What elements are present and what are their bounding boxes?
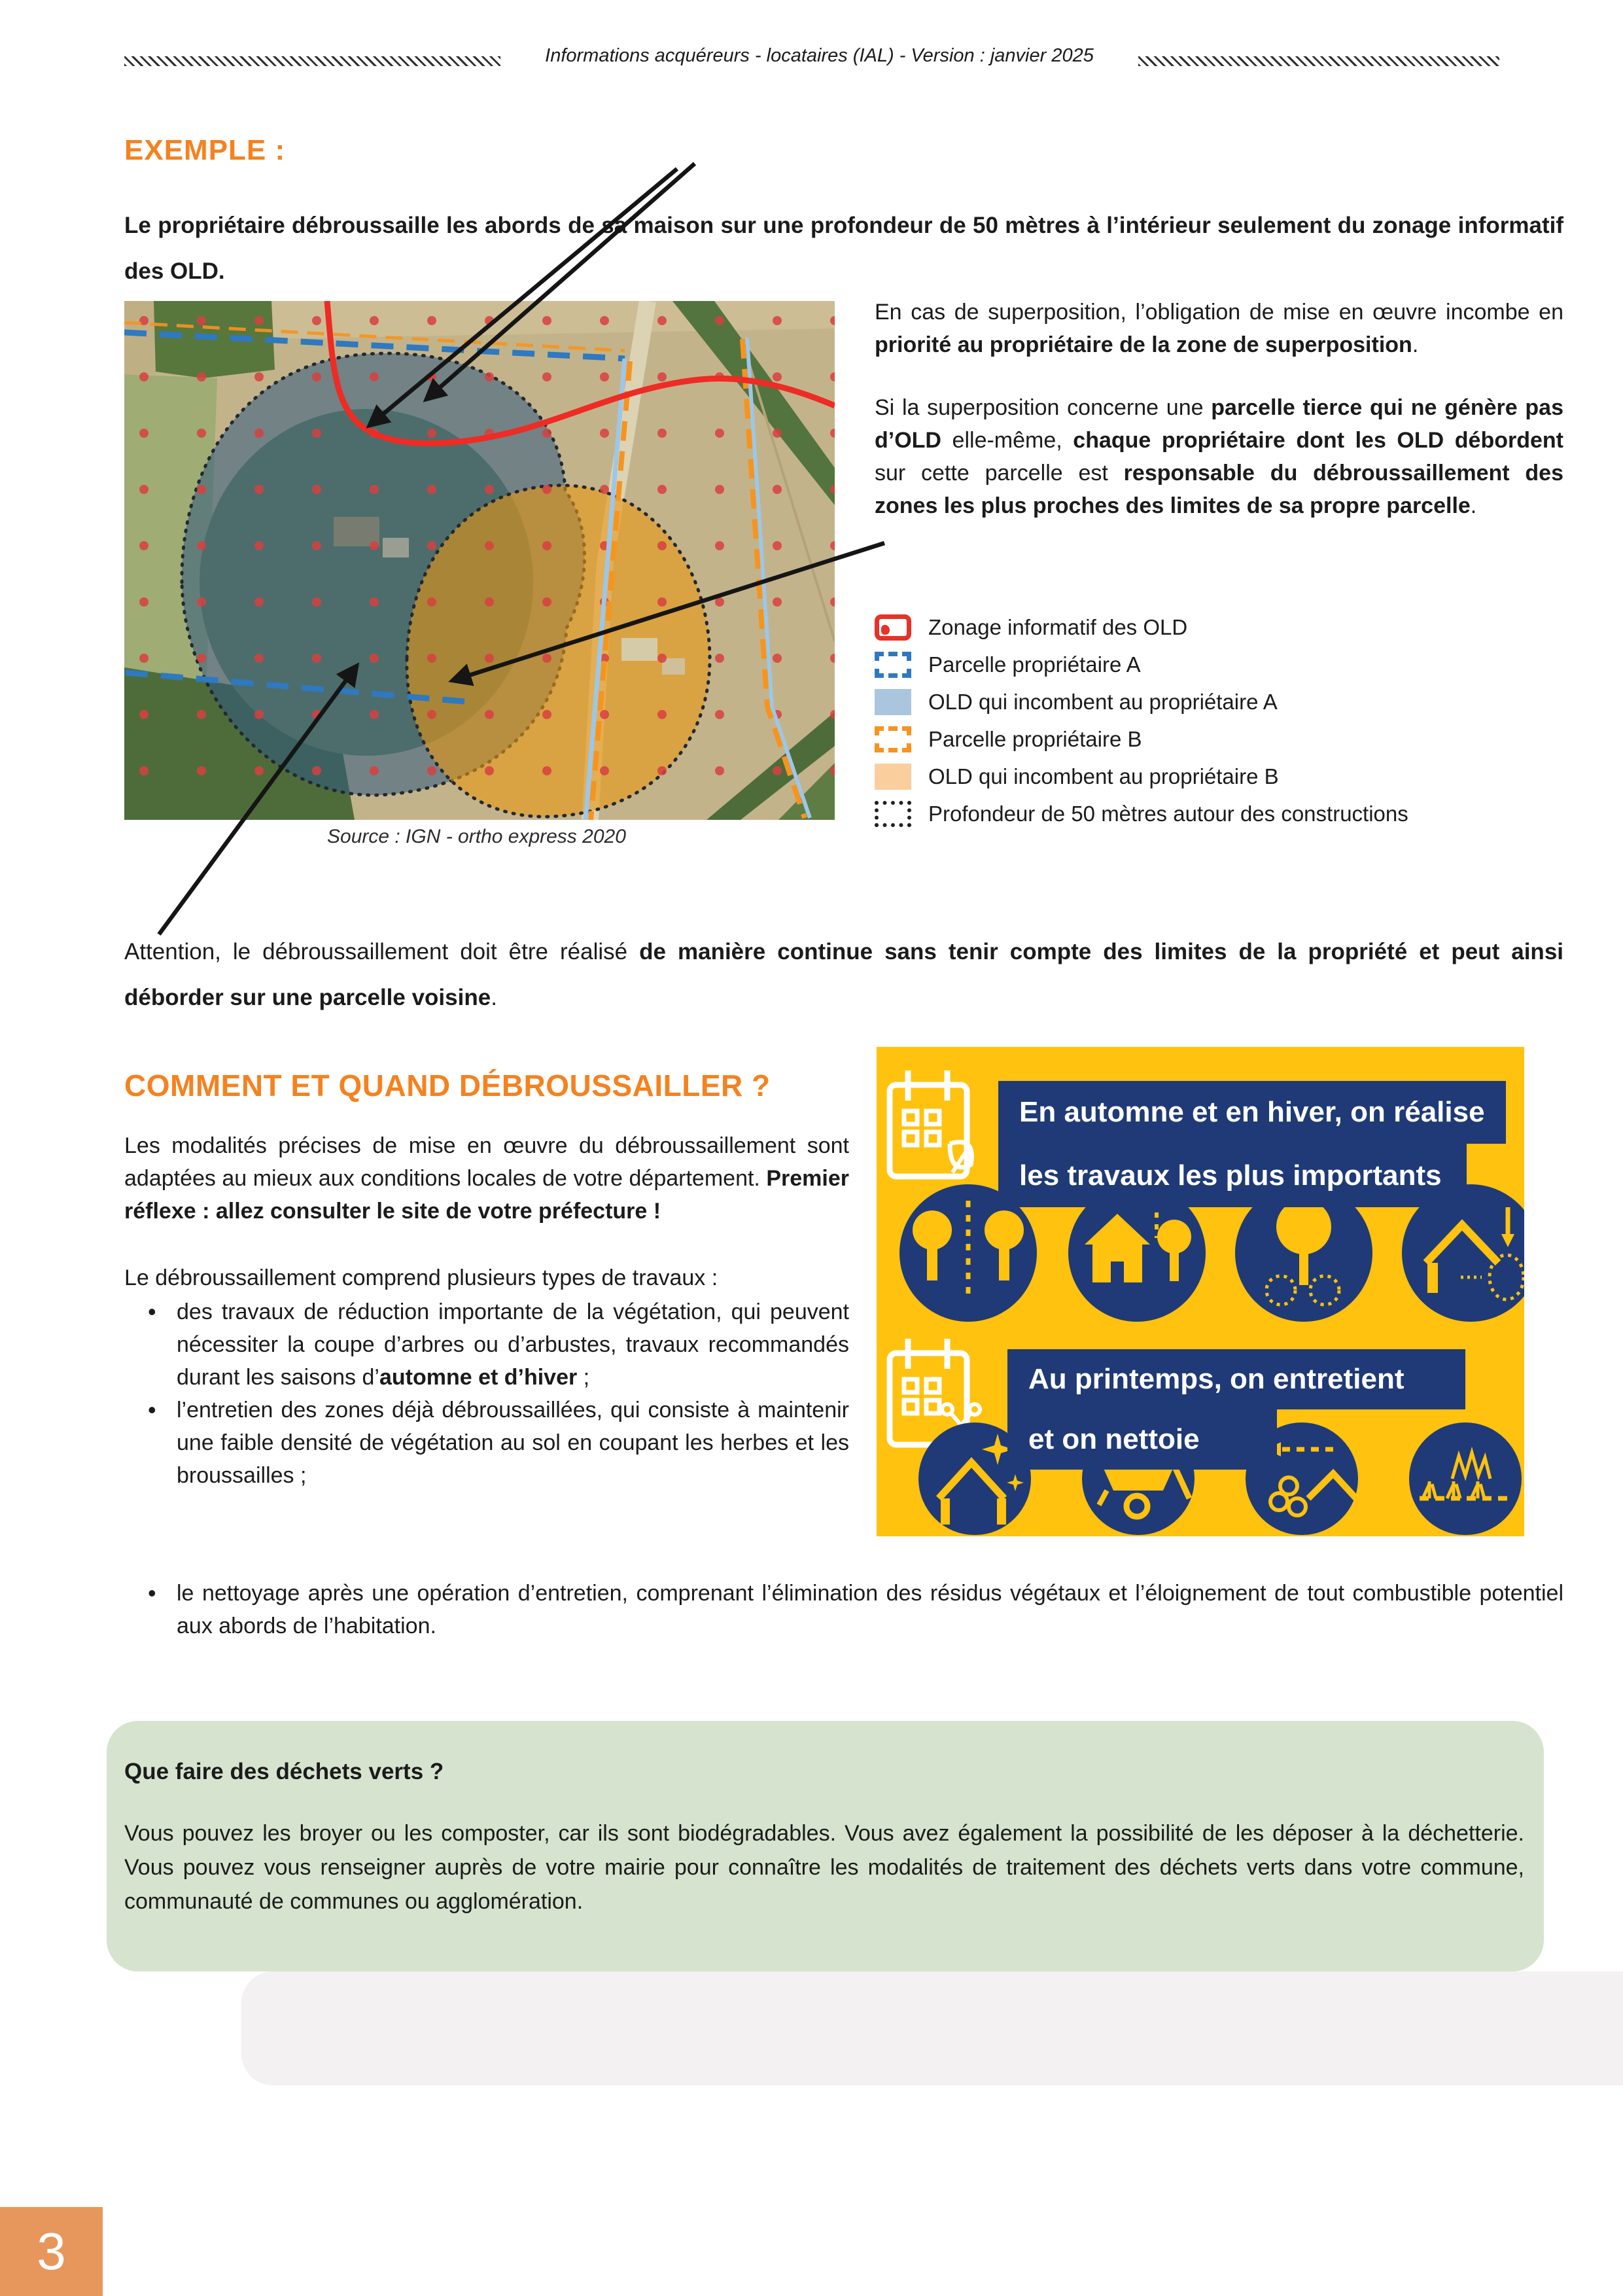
list-item: • le nettoyage après une opération d’entretien, comprenant l’élimination des résidus végétaux et l’éloignement de tout combustible potentiel aux abords de l’habitation. — [124, 1577, 1563, 1642]
how-when-heading: COMMENT ET QUAND DÉBROUSSAILLER ? — [124, 1069, 771, 1103]
map-legend — [875, 609, 1568, 832]
how-column — [124, 1129, 849, 1492]
legend-item — [875, 795, 1568, 832]
seasonal-infographic — [877, 1047, 1524, 1536]
calendar-leaf-icon — [890, 1070, 971, 1176]
aerial-map-figure — [124, 301, 835, 820]
grass-cutting-icon — [1409, 1422, 1522, 1535]
superposition-paragraph-2: Si la superposition concerne une parcelle tierce qui ne génère pas d’OLD elle-même, chaque propriétaire dont les OLD débordent sur cette parcelle est responsable du débroussaillement des zones les plus proches des limites de sa propre parcelle. — [875, 395, 1563, 518]
header-title: Informations acquéreurs - locataires (IAL) - Version : janvier 2025 — [545, 45, 1094, 66]
orange-fill-swatch — [875, 764, 911, 790]
legend-label: Profondeur de 50 mètres autour des constructions — [928, 801, 1408, 826]
autumn-winter-banner-line1: En automne et en hiver, on réalise — [998, 1081, 1506, 1144]
map-source-caption: Source : IGN - ortho express 2020 — [327, 826, 626, 847]
legend-item — [875, 758, 1568, 795]
autumn-winter-banner-line2: les travaux les plus importants — [998, 1144, 1467, 1207]
superposition-column — [875, 296, 1563, 522]
legend-item — [875, 683, 1568, 720]
superposition-paragraph-1: En cas de superposition, l’obligation de mise en œuvre incombe en priorité au propriétaire de la zone de superposition. — [875, 300, 1563, 357]
exemple-intro: Le propriétaire débroussaille les abords de sa maison sur une profondeur de 50 mètres à l’intérieur seulement du zonage informatif des OLD. — [124, 213, 1563, 284]
legend-item — [875, 609, 1568, 646]
works-list — [124, 1296, 849, 1492]
blue-dashed-swatch — [875, 652, 911, 678]
spring-banner-line2: et on nettoie — [1007, 1409, 1277, 1470]
legend-item — [875, 720, 1568, 758]
orange-dashed-swatch — [875, 726, 911, 752]
shadow-box — [241, 1971, 1623, 2085]
spring-banner-line1: Au printemps, on entretient — [1007, 1349, 1465, 1409]
attention-paragraph: Attention, le débroussaillement doit être réalisé de manière continue sans tenir compte des limites de la propriété et peut ainsi déborder sur une parcelle voisine. — [124, 939, 1564, 1010]
green-box-body: Vous pouvez les broyer ou les composter, car ils sont biodégradables. Vous avez également la possibilité de les déposer à la déchetterie. Vous pouvez vous renseigner auprès de votre mairie pour connaître les modalités de traitement des déchets verts dans votre commune, communauté de communes ou agglomération. — [124, 1821, 1524, 1914]
legend-label: Zonage informatif des OLD — [928, 614, 1188, 639]
legend-item — [875, 646, 1568, 683]
legend-label: OLD qui incombent au propriétaire A — [928, 689, 1278, 714]
aerial-map-illustration — [124, 301, 835, 820]
blue-fill-swatch — [875, 689, 911, 715]
green-waste-box — [107, 1721, 1544, 1971]
page-number: 3 — [37, 2222, 66, 2280]
works-list-intro: Le débroussaillement comprend plusieurs types de travaux : — [124, 1265, 718, 1290]
list-item: • des travaux de réduction importante de la végétation, qui peuvent nécessiter la coupe d’arbres ou d’arbustes, travaux recommandés durant les saisons d’automne et d’hiver ; — [124, 1296, 849, 1394]
red-rounded-outline-swatch — [875, 614, 911, 641]
list-item: • l’entretien des zones déjà débroussaillées, qui consiste à maintenir une faible densité de végétation au sol en coupant les herbes et les broussailles ; — [124, 1394, 849, 1492]
green-box-title: Que faire des déchets verts ? — [124, 1759, 444, 1784]
how-paragraph-1: Les modalités précises de mise en œuvre du débroussaillement sont adaptées au mieux aux conditions locales de votre département. Premier réflexe : allez consulter le site de votre préfecture ! — [124, 1133, 849, 1224]
header-hatch-left — [124, 56, 500, 66]
works-list-continued — [124, 1577, 1563, 1642]
legend-label: Parcelle propriétaire A — [928, 652, 1141, 677]
legend-label: Parcelle propriétaire B — [928, 726, 1142, 751]
exemple-heading: EXEMPLE : — [124, 134, 286, 166]
header-hatch-right — [1138, 56, 1499, 66]
black-dotted-swatch — [875, 801, 911, 827]
legend-label: OLD qui incombent au propriétaire B — [928, 764, 1279, 788]
page-number-block — [0, 2207, 103, 2296]
